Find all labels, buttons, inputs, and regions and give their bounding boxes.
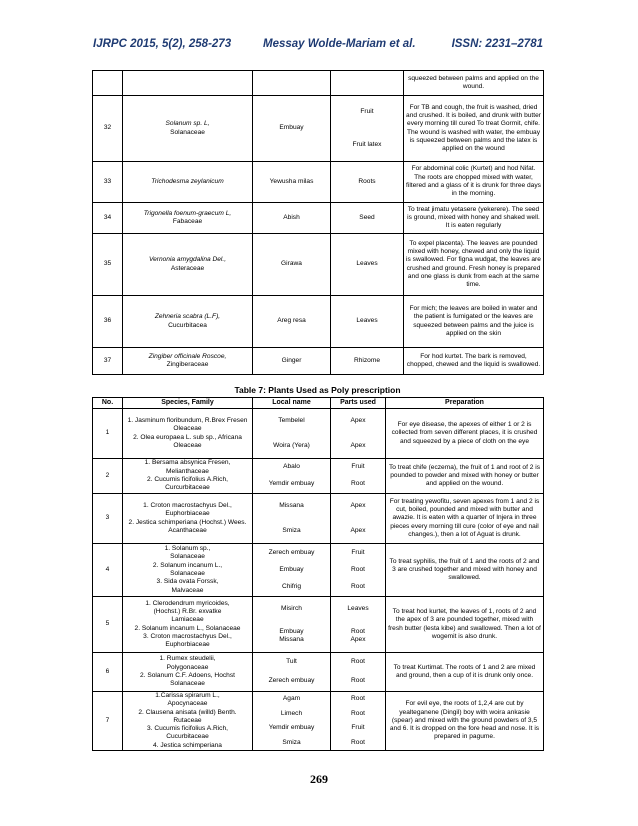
parts-used-stack [333, 692, 383, 750]
table-row [93, 409, 544, 459]
local-name-item: Smiza [282, 738, 301, 746]
local-name-item: Tult [286, 658, 297, 666]
parts-used-item: Root [351, 695, 365, 703]
parts-used-cell [331, 597, 386, 653]
species-family-cell [123, 296, 253, 348]
species-line: Oleaceae [173, 441, 202, 449]
table-row [93, 692, 544, 751]
row-number: 36 [93, 296, 123, 348]
table-row [93, 544, 544, 597]
table-6-continuation [92, 70, 544, 375]
species-line: Solanaceae [170, 128, 205, 136]
local-name-item: Limech [280, 709, 303, 717]
parts-used-stack [333, 203, 401, 233]
table-row [93, 296, 544, 348]
local-name-item: Zerech embuay [268, 677, 315, 685]
local-name-stack [255, 409, 328, 458]
species-line: 2. Cucumis ficifolius A.Rich, [147, 476, 228, 483]
local-name-item: Embuay Missana [279, 627, 304, 644]
species-line: Acanthaceae [168, 526, 207, 534]
species-line: Rutaceae [173, 716, 202, 724]
parts-used-item: Fruit [351, 463, 365, 471]
local-name: Ginger [253, 348, 331, 375]
species-line: 2. Solanum incanum L., Solanaceae [134, 624, 241, 632]
author-line: Messay Wolde-Mariam et al. [263, 38, 416, 50]
species-line: 1. Bersama absynica Fresen, [144, 459, 231, 467]
table-header-row [93, 398, 544, 409]
species-line: Fabaceae [172, 218, 203, 225]
species-line: Oleaceae [173, 425, 202, 433]
species-line: Solanaceae [170, 553, 205, 561]
parts-used-cell [331, 348, 404, 375]
species-line: 3. Croton macrostachyus Del., [143, 632, 232, 640]
local-name-cell [253, 692, 331, 751]
page-number: 269 [310, 772, 328, 786]
local-name: Abish [253, 203, 331, 234]
preparation: To treat hod kurtet, the leaves of 1, roots of 2 and the apex of 3 are pounded together, mixed with fresh butter (lesta kibe) and swallowed. Then a lot of wogemit is also drunk. [386, 597, 544, 653]
local-name: Embuay [253, 96, 331, 162]
species-line: Solanaceae [170, 570, 205, 577]
species-line: 1. Rumex steudelii, [159, 655, 216, 663]
parts-used-cell [331, 544, 386, 597]
row-number: 35 [93, 234, 123, 296]
parts-used-cell [331, 409, 386, 459]
preparation: For mich; the leaves are boiled in water and the patient is fumigated or the leaves are squeezed between palms and the juice is applied on the skin [404, 296, 544, 348]
species-line: Solanum sp. L, [165, 120, 210, 128]
species-line: 2. Jestica schimperiana (Hochst.) Wees. [128, 518, 247, 526]
parts-used-stack [333, 234, 401, 295]
parts-used-item: Root [351, 583, 365, 591]
species-line: Zingiberaceae [166, 361, 209, 368]
row-number: 1 [93, 409, 123, 459]
parts-used-stack [333, 544, 383, 596]
header-local-name: Local name [253, 398, 331, 409]
species-line: 1. Solanum sp., [164, 545, 211, 553]
local-name-cell [253, 597, 331, 653]
parts-used-stack [333, 409, 383, 458]
species-line: Euphorbiaceae [165, 510, 210, 518]
species-line: 2. Solanum incanum L., [152, 561, 223, 569]
species-family-cell [123, 653, 253, 692]
local-name-stack [255, 692, 328, 750]
parts-used-cell [331, 459, 386, 494]
table-row [93, 162, 544, 203]
parts-used-item: Fruit [360, 108, 374, 116]
local-name-cell [253, 459, 331, 494]
local-name-item: Smiza [282, 526, 301, 534]
table-row [93, 71, 544, 96]
species-line: Asteraceae [170, 264, 205, 272]
species-family-cell [123, 348, 253, 375]
table-7 [92, 397, 544, 751]
species-line: 4. Jestica schimperiana [153, 741, 222, 749]
table-row [93, 234, 544, 296]
local-name-cell [253, 409, 331, 459]
local-name-cell [253, 494, 331, 544]
table-row [93, 494, 544, 544]
parts-used-item: Seed [359, 213, 375, 221]
species-line: (Hochst.) R.Br. exvatke [153, 607, 222, 615]
parts-used-item: Root [351, 565, 365, 573]
species-family-cell [123, 459, 253, 494]
row-number: 2 [93, 459, 123, 494]
header-no: No. [93, 398, 123, 409]
preparation: squeezed between palms and applied on the wound. [404, 71, 544, 96]
species-line: Trigonella foenum-graecum L, [143, 209, 232, 217]
row-number: 32 [93, 96, 123, 162]
parts-used-item: Root [351, 738, 365, 746]
parts-used-item: Root [351, 677, 365, 685]
table-row [93, 96, 544, 162]
species-line: Euphorbiaceae [165, 641, 210, 649]
preparation: For abdominal colic (Kurtet) and hod Nifat. The roots are chopped mixed with water, filtered and a glass of it is drunk for three days in the morning. [404, 162, 544, 203]
preparation: To treat chife (eczema), the fruit of 1 and root of 2 is pounded to powder and mixed with honey or butter and applied on the wound. [386, 459, 544, 494]
local-name-stack [255, 544, 328, 596]
species-line: 3. Cucumis ficifolius A.Rich, [147, 725, 228, 733]
parts-used-stack [333, 459, 383, 493]
parts-used-cell [331, 234, 404, 296]
parts-used-item: Root [351, 480, 365, 488]
local-name-stack [255, 459, 328, 493]
parts-used-stack [333, 96, 401, 161]
table-7-caption: Table 7: Plants Used as Poly prescription [234, 385, 401, 395]
parts-used-item: Root Apex [350, 627, 366, 644]
header-preparation: Preparation [386, 398, 544, 409]
species-line: Cucurbitacea [168, 321, 207, 329]
local-name-cell [253, 544, 331, 597]
row-number: 3 [93, 494, 123, 544]
species-line: 1. Clerodendrum myricoides, [145, 599, 230, 607]
row-number: 7 [93, 692, 123, 751]
row-number: 33 [93, 162, 123, 203]
species-line: Zehneria scabra (L.F), [154, 313, 221, 321]
species-line: Lamiaceae [171, 616, 204, 624]
row-number: 34 [93, 203, 123, 234]
local-name-item: Chifrig [281, 583, 302, 591]
local-name-item: Tembelel [278, 417, 305, 425]
parts-used-item: Root [351, 658, 365, 666]
parts-used-cell [331, 653, 386, 692]
table-row [93, 348, 544, 375]
preparation: To treat jimatu yetasere (yekerere). The seed is ground, mixed with honey and shaked well. It is eaten regularly [404, 203, 544, 234]
species-line: Vernonia amygdalina Del., [148, 256, 227, 264]
journal-citation: IJRPC 2015, 5(2), 258-273 [93, 38, 232, 50]
parts-used-cell [331, 96, 404, 162]
local-name-stack [255, 653, 328, 691]
species-family-cell [123, 409, 253, 459]
parts-used-item: Apex [350, 502, 366, 510]
species-line: Curcurbitaceae [165, 484, 210, 492]
running-header [93, 38, 543, 54]
parts-used-cell [331, 494, 386, 544]
parts-used-stack [333, 653, 383, 691]
table-row [93, 203, 544, 234]
row-number: 37 [93, 348, 123, 375]
species-family-cell [123, 597, 253, 653]
species-line: 3. Sida ovata Forssk, [156, 578, 219, 586]
parts-used-stack [333, 162, 401, 202]
parts-used-cell [331, 162, 404, 203]
species-family-cell [123, 162, 253, 203]
species-line: Polygonaceae [166, 663, 209, 671]
table-row [93, 597, 544, 653]
species-family-cell [123, 203, 253, 234]
species-family-cell [123, 96, 253, 162]
species-family-cell [123, 544, 253, 597]
preparation: For TB and cough, the fruit is washed, dried and crushed. It is boiled, and drunk with butter every morning till cured To treat Gormit, chife. The wound is washed with water, the embuay is squeezed between palms and the latex is applied on the wound [404, 96, 544, 162]
preparation: For evil eye, the roots of 1,2,4 are cut by yealteganene (Dingil) boy with woira ankasie (spear) and mixed with the ground powders of 3,5 and 6. It is dropped on the fore head and nose. It is prepared in pagume. [386, 692, 544, 751]
preparation: For treating yewofitu, seven apexes from 1 and 2 is cut, boiled, pounded and mixed with butter and awazie. It is eaten with a quarter of Injera in three pieces every morning till cure (color of eye and nail changes.), then a lot of Aguat is drunk. [386, 494, 544, 544]
parts-used-item: Fruit latex [352, 140, 382, 148]
parts-used-item: Leaves [356, 317, 378, 325]
parts-used-cell [331, 203, 404, 234]
local-name-item: Yemdir embuay [268, 480, 315, 488]
parts-used-stack [333, 597, 383, 652]
species-line: 1. Croton macrostachyus Del., [143, 501, 232, 509]
preparation: For eye disease, the apexes of either 1 or 2 is collected from seven different places, it is crushed and squeezed by a piece of cloth on the eye [386, 409, 544, 459]
parts-used-item: Fruit [351, 548, 365, 556]
species-line: 2. Clausena anisata (willd) Benth. [138, 708, 237, 716]
local-name-item: Abalo [283, 463, 300, 471]
preparation: To treat Kurtimat. The roots of 1 and 2 are mixed and ground, then a cup of it is drunk only once. [386, 653, 544, 692]
parts-used-cell [331, 296, 404, 348]
parts-used-item: Leaves [356, 260, 378, 268]
parts-used-item: Leaves [347, 604, 369, 612]
parts-used-item: Root [351, 709, 365, 717]
species-line: 2. Solanum C.F. Adoens, Hochst [140, 672, 235, 679]
species-line: Apocynaceae [167, 700, 208, 708]
species-line: Melianthaceae [166, 467, 209, 475]
local-name-item: Misirch [281, 604, 302, 612]
species-line: Cucurbitaceae [166, 733, 209, 741]
species-family-cell [123, 494, 253, 544]
species-line: Zingiber officinale Roscoe, [148, 352, 227, 360]
parts-used-item: Fruit [351, 724, 365, 732]
parts-used-cell [331, 71, 404, 96]
parts-used-item: Apex [350, 417, 366, 425]
parts-used-item: Apex [350, 526, 366, 534]
parts-used-item: Apex [350, 441, 366, 449]
header-species: Species, Family [123, 398, 253, 409]
row-number: 4 [93, 544, 123, 597]
parts-used-item: Roots [358, 177, 376, 185]
table-row [93, 459, 544, 494]
species-line: 2. Olea europaea L. sub sp., Africana [133, 433, 242, 441]
row-number: 5 [93, 597, 123, 653]
species-line: 1.Carissa spirarum L., [155, 692, 220, 699]
local-name-item: Zerech embuay [268, 548, 315, 556]
local-name-stack [255, 597, 328, 652]
local-name-cell [253, 653, 331, 692]
local-name-item: Yemdir embuay [268, 724, 315, 732]
parts-used-stack [333, 494, 383, 543]
species-line: Trichodesma zeylanicum [151, 177, 224, 185]
preparation: For hod kurtet. The bark is removed, chopped, chewed and the liquid is swallowed. [404, 348, 544, 375]
local-name-stack [255, 494, 328, 543]
table-row [93, 653, 544, 692]
species-line: 1. Jasminum floribundum, R.Brex Fresen [127, 416, 248, 424]
header-parts-used: Parts used [331, 398, 386, 409]
species-family-cell [123, 692, 253, 751]
species-line: Malvaceae [171, 586, 204, 594]
parts-used-item: Rhizome [353, 356, 381, 364]
local-name-item: Agam [282, 695, 301, 703]
local-name: Yewusha milas [253, 162, 331, 203]
parts-used-cell [331, 692, 386, 751]
preparation: To treat syphilis, the fruit of 1 and the roots of 2 and 3 are crushed together and mixed with honey and swallowed. [386, 544, 544, 597]
local-name-item: Woira (Yera) [273, 441, 310, 449]
row-number [93, 71, 123, 96]
preparation: To expel placenta). The leaves are pounded mixed with honey, chewed and only the liquid is swallowed. For figna wudgat, the leaves are crushed and ground. Fresh honey is prepared and one glass is dunk from each at the same time. [404, 234, 544, 296]
local-name: Areg resa [253, 296, 331, 348]
issn: ISSN: 2231–2781 [451, 38, 543, 50]
row-number: 6 [93, 653, 123, 692]
local-name [253, 71, 331, 96]
parts-used-stack [333, 348, 401, 374]
local-name: Girawa [253, 234, 331, 296]
species-family-cell [123, 234, 253, 296]
species-family-cell [123, 71, 253, 96]
species-line: Solanaceae [170, 680, 205, 688]
local-name-item: Missana [279, 502, 304, 510]
parts-used-stack [333, 296, 401, 347]
local-name-item: Embuay [279, 565, 304, 573]
parts-used-stack [333, 71, 401, 95]
